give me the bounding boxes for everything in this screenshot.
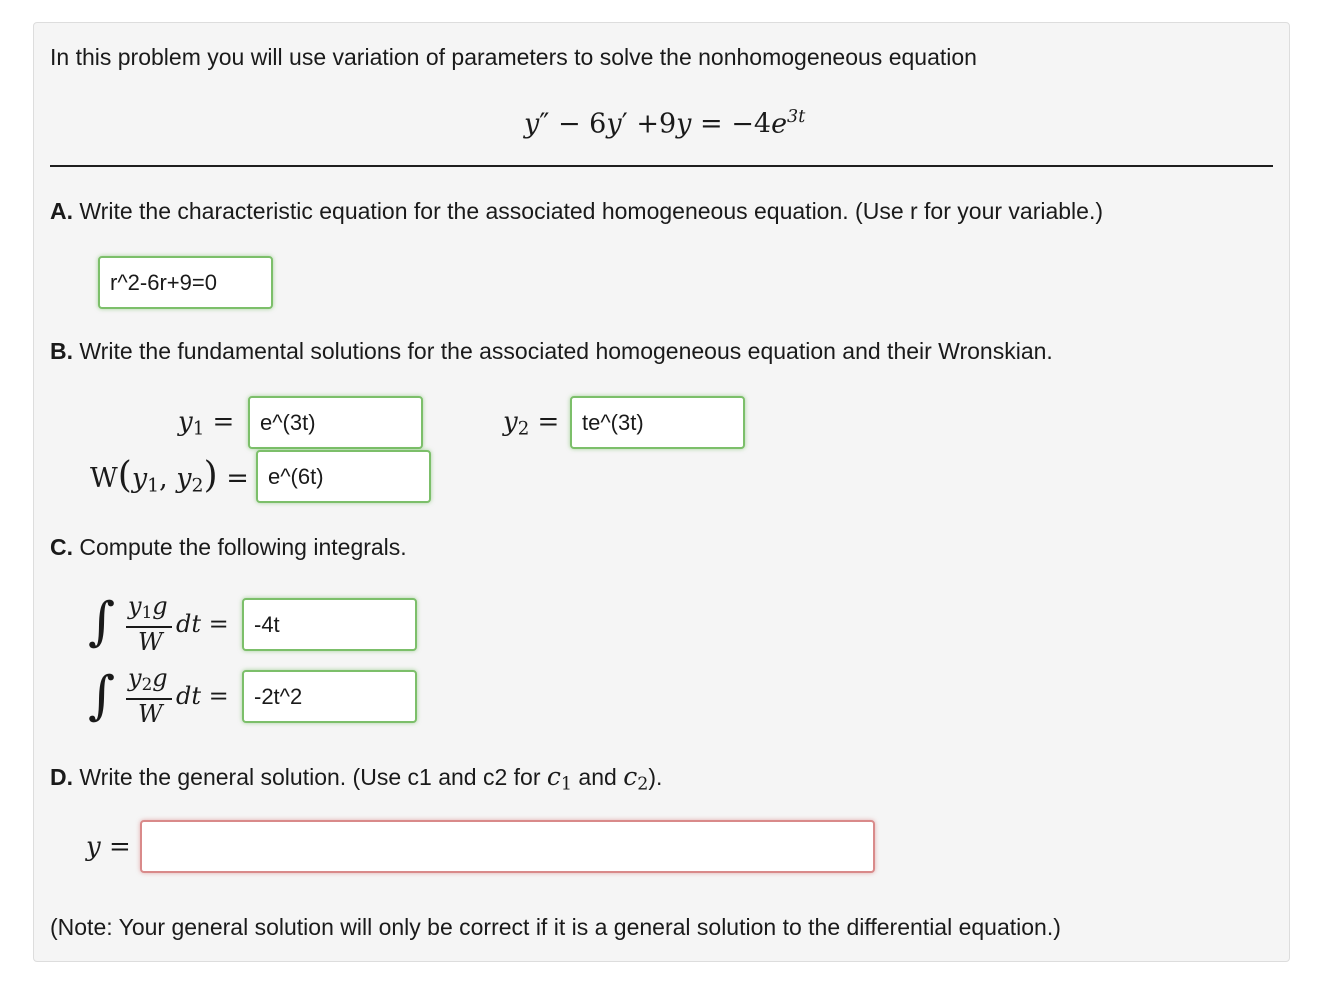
integral-sign-2: ∫ — [88, 666, 116, 726]
characteristic-equation-input[interactable]: r^2-6r+9=0 — [98, 256, 273, 309]
y2-label: $y_2$ = — [503, 407, 560, 440]
integral-1-dt: dt = — [176, 610, 229, 638]
intro-text: In this problem you will use variation of parameters to solve the nonhomogeneous equation — [50, 44, 977, 70]
main-equation: $y'' - 6y' +9y = -4e^{3t}$ — [524, 107, 806, 140]
integral-2-numerator: $y_2g$ — [128, 664, 168, 695]
wronskian-input[interactable]: e^(6t) — [256, 450, 431, 503]
integral-1-input[interactable]: -4t — [242, 598, 417, 651]
divider — [50, 165, 1273, 167]
general-solution-label: y = — [86, 832, 131, 862]
integral-2-input[interactable]: -2t^2 — [242, 670, 417, 723]
integral-2-denominator: W — [138, 700, 163, 728]
integral-1-numerator: $y_1g$ — [128, 592, 168, 623]
note-text: (Note: Your general solution will only be correct if it is a general solution to the differential equation.) — [50, 914, 1061, 940]
integral-2-dt: dt = — [176, 682, 229, 710]
wronskian-label: $W(y_1$, $y_2$) = — [90, 455, 249, 497]
integral-1-denominator: W — [138, 628, 163, 656]
y1-input[interactable]: e^(3t) — [248, 396, 423, 449]
part-a-prompt: A. Write the characteristic equation for the associated homogeneous equation. (Use r for your variable.) — [50, 198, 1104, 224]
integral-sign-1: ∫ — [88, 592, 116, 652]
y2-input[interactable]: te^(3t) — [570, 396, 745, 449]
part-b-prompt: B. Write the fundamental solutions for the associated homogeneous equation and their Wronskian. — [50, 338, 1053, 364]
general-solution-input[interactable] — [140, 820, 875, 873]
part-c-prompt: C. Compute the following integrals. — [50, 534, 407, 560]
part-d-prompt: D. Write the general solution. (Use c1 and c2 for $c_1$ and $c_2$). — [50, 762, 663, 795]
y1-label: $y_1$ = — [178, 407, 235, 440]
